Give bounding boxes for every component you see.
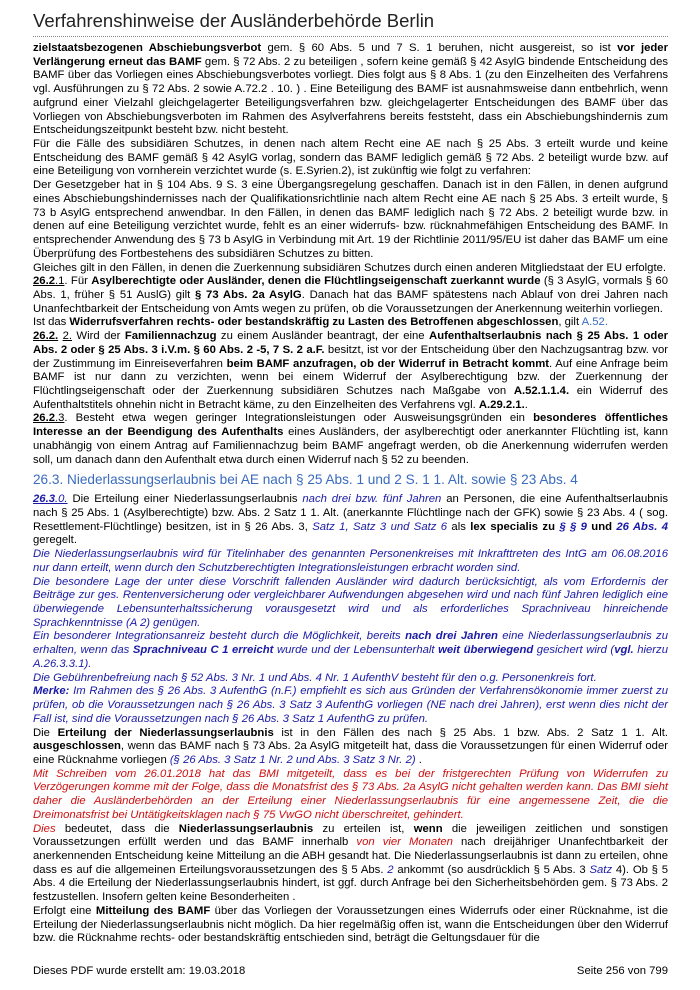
text-bold: Niederlassungserlaubnis [178,822,314,835]
section-number: .0. [55,493,68,506]
text-highlight: Satz [589,863,613,876]
paragraph [33,727,668,768]
cross-reference-link[interactable]: A.52. [581,316,608,329]
text: Im Rahmen des § 26 Abs. 3 AufenthG (n.F.) empfiehlt es sich aus Gründen der Verfahrensökonomie immer zuerst zu prüfen, ob die Voraussetzungen nach § 26 Abs. 3 Satz 3 AufenthG vorliegen (NE nach drei Jahren), erst wenn dies nicht der Fall ist, sind die Voraussetzungen nach § 26 Abs. 3 Satz 1 AufenthG zu prüfen. [33,685,668,725]
text-bold: § 73 Abs. 2a AsylG [195,288,302,301]
text-bold: vor jeder Verlängerung erneut das BAMF [33,42,668,68]
paragraph [33,823,668,905]
text-highlight: nach drei bzw. fünf Jahren [302,493,442,506]
text-bold: A.52.1.1.4. [513,384,570,397]
text-highlight: (§ 26 Abs. 3 Satz 1 Nr. 2 und Abs. 3 Satz 3 Nr. 2) [169,753,416,766]
text: 4). Ob § 5 Abs. 4 die Erteilung der Niederlassungserlaubnis hindert, ist ggf. durch Anfrage bei den Sicherheitsbehörden gem. § 73 Abs. 2 festzustellen. Insofern gelten keine Besonderheiten . [33,863,668,904]
text-bold: Merke: [33,685,70,698]
paragraph [33,275,668,316]
text: (§ 3 AsylG, vormals § 60 Abs. 1, früher § 51 AuslG) gilt [33,275,668,301]
text-bold: zielstaatsbezogenen Abschiebungsverbot [33,42,262,54]
text-highlight: 2 [387,863,394,876]
paragraph [33,630,668,671]
text: Ein besonderer Integrationsanreiz besteht durch die Möglichkeit, bereits [33,630,406,643]
text-bold: nach drei Jahren [405,630,498,643]
text: als [447,520,471,533]
paragraph: Gleiches gilt in den Fällen, in denen die Zuerkennung subsidiären Schutzes durch einen anderen Mitgliedstaat der EU erfolgte. [33,261,667,274]
text: Erfolgt eine [33,904,96,917]
paragraph [33,685,668,726]
text: gesichert wird ( [533,644,615,657]
text: , gilt [558,316,582,329]
text-bold: ausgeschlossen [33,740,121,753]
text: besitzt, ist vor der Entscheidung über den Nachzugsantrag bzw. vor der Zustimmung im Einreiseverfahren [33,343,668,370]
text-bold: lex specialis zu [470,520,560,533]
paragraph [33,905,668,946]
text-bold: und [586,520,617,533]
header-divider [33,36,668,37]
paragraph [33,42,668,138]
text-bold: Familiennachzug [124,330,217,343]
text: Ist das [33,316,70,329]
text: an Personen, die eine Aufenthaltserlaubnis nach § 25 Abs. 1 (Asylberechtigte) bzw. Abs. 2 Satz 1 1. Alt. (anerkannte Flüchtlinge nach der GFK) sowie § 23 Abs. 4 ( sog. Resettlement-Flüchtlinge) besitzen, ist in § 26 Abs. 3, [33,493,668,533]
text: wurde und der Lebensunterhalt [273,644,439,657]
text-bold: vgl. [614,644,634,657]
text: . Besteht etwa wegen geringer Integrationsleistungen oder Ausweisungsgründen ein [64,412,534,425]
paragraph: Die Gebührenbefreiung nach § 52 Abs. 3 Nr. 1 und Abs. 4 Nr. 1 AufenthV besteht für den o.g. Personenkreis fort. [33,671,597,684]
text: , wenn das BAMF nach § 73 Abs. 2a AsylG mitgeteilt hat, dass die Voraussetzungen für einen Widerruf oder eine Rücknahme vorliegen [33,740,668,766]
text: . [415,753,422,766]
paragraph: Mit Schreiben vom 26.01.2018 hat das BMI mitgeteilt, dass es bei der fristgerechten Prüfung von Widerrufen zu Verzögerungen komme mit der Folge, dass die Monatsfrist des § 73 Abs. 2a AsylG nicht gehalten werden kann. Das BMI sieht daher die Ausländerbehörden an der Erteilung einer Niederlassungserlaubnis für eine angemessene Zeit, die die Dreimonatsfrist bei Untätigkeitsklagen nach § 75 VwGO nicht überschreitet, gehindert. [33,767,668,821]
text: . Danach hat das BAMF spätestens nach Ablauf von drei Jahren nach Unanfechtbarkeit der Entscheidung von Amts wegen zu prüfen, ob die Voraussetzungen der Anerkennung weiterhin vorliegen. [33,288,668,315]
section-number: 26.2. [33,330,59,343]
text: nach dreijähriger Unanfechtbarkeit der anerkennenden Entscheidung keine Mitteilung an die ABH gesandt hat. Die Niederlassungserlaubnis ist dann zu erteilen, ohne dass es auf die allgemeinen Erteilungsvoraussetzungen des § 5 Abs. [33,836,668,876]
text-bold: Aufenthaltserlaubnis nach § 25 Abs. 1 oder Abs. 2 oder § 25 Abs. 3 i.V.m. § 60 Abs. 2 -5, 7 S. 2 a.F. [33,330,669,356]
text: die jeweiligen zeitlichen und sonstigen Voraussetzungen erfüllt werden und das BAMF innerhalb [33,822,668,849]
text: . Auf eine Anfrage beim BAMF ist nur dann zu verzichten, wenn bei einem Widerruf der Asylberechtigung bzw. der Zuerkennung der Flüchtlingseigenschaft oder der Zuerkennung subsidiären Schutzes nach Maßgabe von [33,357,668,397]
paragraph: Der Gesetzgeber hat in § 104 Abs. 9 S. 3 eine Übergangsregelung geschaffen. Danach ist in den Fällen, in denen aufgrund eines Abschiebungshindernisses nach der Qualifikationsrichtlinie nach altem Recht eine AE nach § 25 Abs. 3 erteilt wurde, § 73 b AsylG entsprechend anwendbar. In den Fällen, in denen das BAMF lediglich nach § 72 Abs. 2 beteiligt wurde bzw. in denen auf eine Beteiligung verzichtet wurde, fehlt es an einer widerrufs- bzw. rücknahmefähigen Entscheidung des BAMF. In entsprechender Anwendung des § 73 b AsylG in Verbindung mit Art. 19 der Richtlinie 2011/95/EU ist daher das BAMF um eine Überprüfung des Fortbestehens des subsidiären Schutzes zu bitten. [33,179,668,260]
section-heading: 26.3. Niederlassungserlaubnis bei AE nach § 25 Abs. 1 und 2 S. 1 1. Alt. sowie § 23 Abs. 4 [33,472,578,488]
text: zu erteilen ist, [313,822,414,835]
text: eine Niederlassungserlaubnis zu erhalten, wenn das [33,630,668,657]
page-title: Verfahrenshinweise der Ausländerbehörde Berlin [33,10,435,31]
text-bold: Widerrufsverfahren rechts- oder bestandskräftig zu Lasten des Betroffenen abgeschlossen [69,316,559,329]
text: bedeutet, dass die [55,822,179,835]
paragraph [33,316,668,330]
section-number: 26.2 [33,275,55,288]
text-bold: A.29.2.1. [478,398,525,411]
text-bold: Erteilung der Niederlassungserlaubnis [57,726,274,739]
paragraph [33,330,668,412]
text-bold: beim BAMF anzufragen, ob der Widerruf in Betracht kommt [226,357,550,370]
section-number: 2. [62,330,72,343]
text: Wird der [72,330,125,343]
text: Die [33,726,58,739]
creation-date: Dieses PDF wurde erstellt am: 19.03.2018 [33,965,246,977]
document-body [33,42,668,946]
text: eines Ausländers, der asylberechtigt oder anerkannter Flüchtling ist, kann unabhängig von einem Antrag auf Familiennachzug beim BAMF angefragt werden, ob die Anerkennung widerrufen werden soll, um danach dann den Aufenthalt etwa durch einen Widerruf nach § 52 zu beenden. [33,426,669,466]
text-bold: Sprachniveau C 1 erreicht [132,644,274,657]
text-highlight: Satz 1, Satz 3 und Satz 6 [312,520,448,533]
text: gem. § 72 Abs. 2 zu beteiligen , sofern keine gemäß § 42 AsylG bindende Entscheidung des BAMF über das Vorliegen eines Abschiebungsverbotes vorliegt. Dies folgt aus § 8 Abs. 1 (zu den Einzelheiten des Verfahrens vgl. Ausführungen zu § 72 Abs. 2 sowie A.72.2 . 10. ) . Eine Beteiligung des BAMF ist ausnahmsweise dann entbehrlich, wenn aufgrund einer Vielzahl gleichgelagerter Beteiligungsverfahren bzw. gleichgelagerter Entscheidungen des BAMF über das Vorliegen von Abschiebungsverboten im Rahmen des Asylverfahrens bereits feststeht, dass ein Abschiebungshindernis zum Entscheidungszeitpunkt besteht bzw. nicht besteht. [33,55,668,137]
text-bold: Mitteilung des BAMF [95,904,211,917]
paragraph [33,493,668,548]
paragraph: Die besondere Lage der unter diese Vorschrift fallenden Ausländer wird dadurch berücksichtigt, als vom Erfordernis der Beiträge zur ges. Rentenversicherung oder vergleichbarer Aufwendungen abgesehen wird und nach fünf Jahren lediglich eine überwiegende Lebensunterhaltssicherung vorausgesetzt wird und als erforderliches Sprachniveau hinreichende Sprachkenntnisse (A 2) genügen. [33,575,668,629]
text-bold: wenn [413,822,443,835]
text-highlight: 26 Abs. 4 [616,520,669,533]
text: über das Vorliegen der Voraussetzungen eines Widerrufs oder einer Rücknahme, ist die Erteilung der Niederlassungserlaubnis nicht möglich. Da hier regelmäßig offen ist, wann die Entscheidungen über den Widerruf bzw. die Rücknahme rechts- oder bestandskräftig entschieden sind, beträgt die Geltungsdauer für die [33,904,668,945]
text: gem. § 60 Abs. 5 und 7 S. 1 beruhen, nicht ausgereist, so ist [261,42,618,54]
page-number: Seite 256 von 799 [576,965,668,977]
text: ist in den Fällen des nach § 25 Abs. 1 bzw. Abs. 2 Satz 1 1. Alt. [273,726,669,739]
section-number: 26.2 [33,412,55,425]
text: . Für [64,275,92,288]
text: ein Widerruf des Aufenthaltstitels ohnehin nicht in Betracht käme, zu den Einzelheiten des Verfahrens vgl. [33,384,668,411]
section-number: .3 [55,412,65,425]
text-bold: weit überwiegend [438,644,534,657]
text-bold: besonderes öffentliches Interesse an der Beendigung des Aufenthalts [33,412,668,439]
paragraph: Die Niederlassungserlaubnis wird für Titelinhaber des genannten Personenkreises mit Inkrafttreten des IntG am 06.08.2016 nur dann erteilt, wenn durch den Schutzberechtigten Integrationsleistungen erbracht worden sind. [33,548,668,574]
section-number: .1 [55,275,65,288]
section-number: 26.3 [33,493,55,506]
text-highlight: § § 9 [559,520,587,533]
paragraph: Für die Fälle des subsidiären Schutzes, in denen nach altem Recht eine AE nach § 25 Abs. 3 erteilt wurde und keine Entscheidung des BAMF gemäß § 42 AsylG vorlag, sondern das BAMF lediglich gemäß § 72 Abs. 2 beteiligt wurde bzw. auf eine Beteiligung von vornherein verzichtet wurde (s. E.Syrien.2), ist zukünftig wie folgt zu verfahren: [33,138,668,178]
text: Die Erteilung einer Niederlassungserlaubnis [67,493,303,506]
paragraph [33,412,668,467]
page-footer [33,965,668,977]
text-highlight: Dies [33,822,56,835]
text-highlight: von vier Monaten [356,836,453,849]
text-bold: Asylberechtigte oder Ausländer, denen die Flüchtlingseigenschaft zuerkannt wurde [91,275,541,288]
text: geregelt. [33,534,77,547]
text: hierzu A.26.3.3.1). [33,644,668,670]
text: ankommt (so ausdrücklich § 5 Abs. 3 [393,863,590,876]
text: zu einem Ausländer beantragt, der eine [216,330,430,343]
text: . [524,398,528,411]
